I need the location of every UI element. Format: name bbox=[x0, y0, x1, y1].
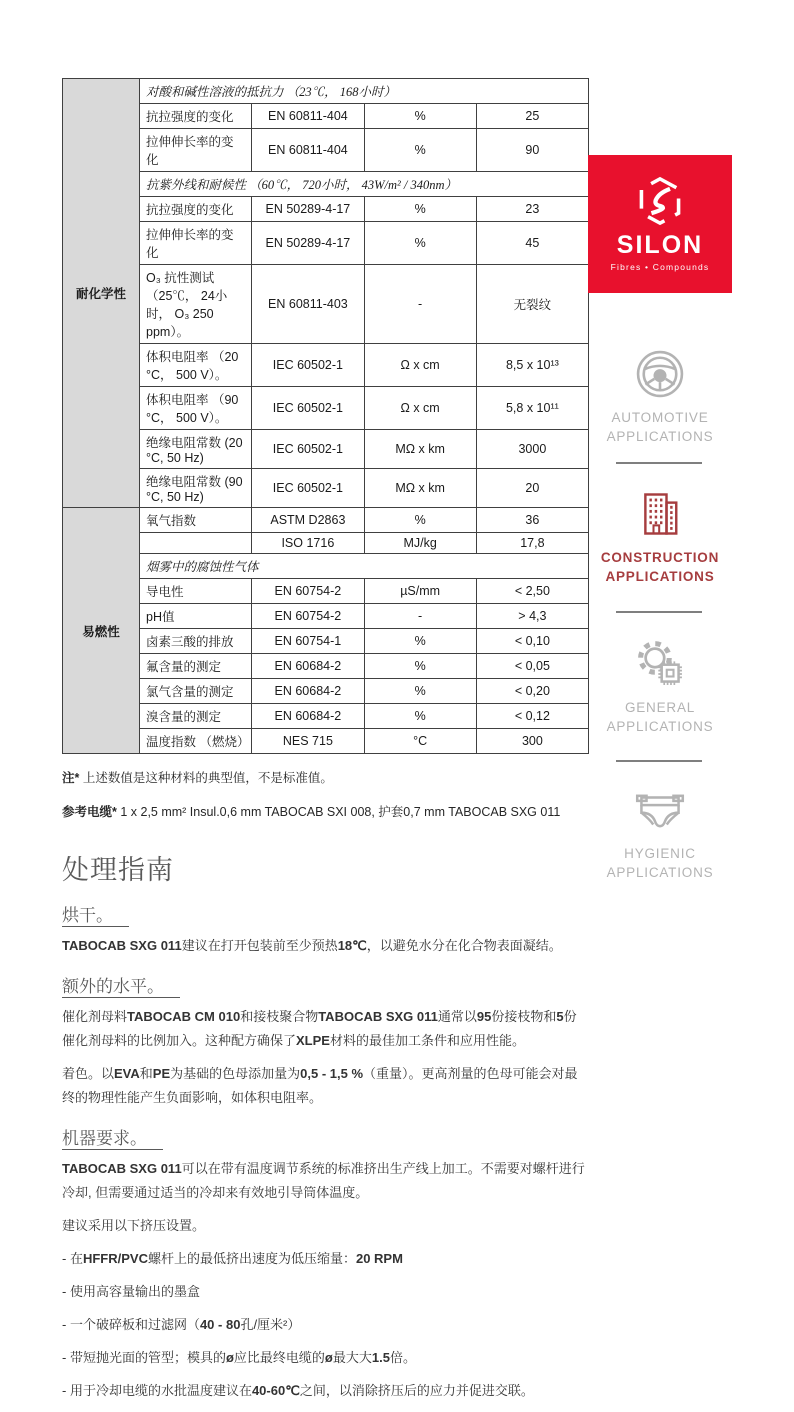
paragraph: - 带短抛光面的管型；模具的ø应比最终电缆的ø最大大1.5倍。 bbox=[62, 1350, 416, 1366]
value-cell: 300 bbox=[476, 729, 588, 754]
paragraph: - 在HFFR/PVC螺杆上的最低挤出速度为低压缩量：20 RPM bbox=[62, 1250, 403, 1266]
standard-cell: EN 60754-2 bbox=[252, 604, 364, 629]
table-row bbox=[63, 344, 589, 387]
property-name-cell: 体积电阻率 （90 °C， 500 V）。 bbox=[140, 387, 252, 430]
standard-cell: EN 60754-2 bbox=[252, 579, 364, 604]
section-heading: 机器要求。 bbox=[62, 1124, 163, 1150]
property-name-cell: 氧气指数 bbox=[140, 508, 252, 533]
condition-header-cell: 抗紫外线和耐候性 （60℃， 720小时， 43W/m² / 340nm） bbox=[140, 172, 589, 197]
rail-label-hygienic bbox=[588, 845, 732, 883]
paragraph: - 一个破碎板和过滤网（40 - 80孔/厘米²） bbox=[62, 1316, 301, 1332]
value-cell: 90 bbox=[476, 129, 588, 172]
rail-item-general bbox=[588, 636, 732, 737]
paragraph: - 使用高容量输出的墨盒 bbox=[62, 1283, 200, 1299]
table-row bbox=[63, 629, 589, 654]
standard-cell: EN 60754-1 bbox=[252, 629, 364, 654]
property-name-cell: 绝缘电阻常数 (20 °C, 50 Hz) bbox=[140, 430, 252, 469]
property-name-cell: 拉伸伸长率的变化 bbox=[140, 222, 252, 265]
table-row bbox=[63, 387, 589, 430]
standard-cell: IEC 60502-1 bbox=[252, 430, 364, 469]
unit-cell: MJ/kg bbox=[364, 533, 476, 554]
rail-label-line2: APPLICATIONS bbox=[606, 718, 714, 734]
unit-cell: - bbox=[364, 604, 476, 629]
unit-cell: % bbox=[364, 629, 476, 654]
unit-cell: % bbox=[364, 129, 476, 172]
table-row bbox=[63, 430, 589, 469]
unit-cell: % bbox=[364, 104, 476, 129]
value-cell: 8,5 x 10¹³ bbox=[476, 344, 588, 387]
table-row bbox=[63, 554, 589, 579]
value-cell: < 0,20 bbox=[476, 679, 588, 704]
value-cell: 5,8 x 10¹¹ bbox=[476, 387, 588, 430]
standard-cell: EN 60684-2 bbox=[252, 704, 364, 729]
property-name-cell: O₃ 抗性测试 （25℃， 24小时， O₃ 250 ppm）。 bbox=[140, 265, 252, 344]
property-name-cell: 卤素三酸的排放 bbox=[140, 629, 252, 654]
property-name-cell: 抗拉强度的变化 bbox=[140, 197, 252, 222]
properties-table bbox=[62, 78, 589, 754]
processing-guide-title: 处理指南 bbox=[62, 854, 174, 885]
unit-cell: % bbox=[364, 197, 476, 222]
gear-chip-icon bbox=[633, 636, 687, 690]
rail-divider bbox=[616, 611, 702, 613]
rail-label-line1: AUTOMOTIVE bbox=[611, 410, 709, 425]
section-heading: 额外的水平。 bbox=[62, 972, 180, 998]
value-cell: 23 bbox=[476, 197, 588, 222]
paragraph: 着色。以EVA和PE为基础的色母添加量为0,5 - 1,5 %（重量）。更高剂量的色母可能会对最终的物理性能产生负面影响，如体积电阻率。 bbox=[62, 1065, 578, 1105]
rail-item-automotive bbox=[588, 348, 732, 447]
rail-label-automotive bbox=[588, 409, 732, 447]
paragraph: 催化剂母料TABOCAB CM 010和接枝聚合物TABOCAB SXG 011通常以95份接枝物和5份催化剂母料的比例加入。这种配方确保了XLPE材料的最佳加工条件和应用性能。 bbox=[62, 1008, 577, 1048]
unit-cell: % bbox=[364, 508, 476, 533]
table-row bbox=[63, 508, 589, 533]
rail-label-line2: APPLICATIONS bbox=[606, 864, 714, 880]
standard-cell: ASTM D2863 bbox=[252, 508, 364, 533]
paragraph: TABOCAB SXG 011可以在带有温度调节系统的标准挤出生产线上加工。不需要对螺杆进行冷却, 但需要通过适当的冷却来有效地引导筒体温度。 bbox=[62, 1160, 585, 1200]
brand-name: SILON bbox=[616, 231, 704, 259]
standard-cell: IEC 60502-1 bbox=[252, 387, 364, 430]
table-row bbox=[63, 129, 589, 172]
rail-item-hygienic bbox=[588, 786, 732, 883]
rail-label-line1: HYGIENIC bbox=[624, 846, 696, 861]
value-cell: 3000 bbox=[476, 430, 588, 469]
unit-cell: MΩ x km bbox=[364, 430, 476, 469]
value-cell: 17,8 bbox=[476, 533, 588, 554]
rail-label-line2: APPLICATIONS bbox=[605, 568, 715, 584]
value-cell: 25 bbox=[476, 104, 588, 129]
unit-cell: % bbox=[364, 222, 476, 265]
building-icon bbox=[634, 488, 686, 540]
standard-cell: IEC 60502-1 bbox=[252, 469, 364, 508]
rail-label-line2: APPLICATIONS bbox=[606, 428, 714, 444]
section-heading: 烘干。 bbox=[62, 901, 129, 927]
property-name-cell: 溴含量的测定 bbox=[140, 704, 252, 729]
unit-cell: °C bbox=[364, 729, 476, 754]
standard-cell: EN 50289-4-17 bbox=[252, 197, 364, 222]
value-cell: > 4,3 bbox=[476, 604, 588, 629]
standard-cell: EN 50289-4-17 bbox=[252, 222, 364, 265]
reference-cable-line bbox=[62, 803, 589, 822]
note-label: 注* bbox=[62, 771, 80, 785]
unit-cell: Ω x cm bbox=[364, 387, 476, 430]
property-name-cell: pH值 bbox=[140, 604, 252, 629]
table-row bbox=[63, 729, 589, 754]
silon-logo bbox=[588, 155, 732, 293]
table-row bbox=[63, 604, 589, 629]
standard-cell: IEC 60502-1 bbox=[252, 344, 364, 387]
standard-cell: EN 60684-2 bbox=[252, 679, 364, 704]
property-name-cell: 温度指数 （燃烧） bbox=[140, 729, 252, 754]
table-row bbox=[63, 172, 589, 197]
table-row bbox=[63, 654, 589, 679]
rail-divider bbox=[616, 760, 702, 762]
table-row bbox=[63, 533, 589, 554]
property-name-cell: 导电性 bbox=[140, 579, 252, 604]
unit-cell: µS/mm bbox=[364, 579, 476, 604]
standard-cell: EN 60811-403 bbox=[252, 265, 364, 344]
value-cell: < 0,10 bbox=[476, 629, 588, 654]
brand-tagline: Fibres • Compounds bbox=[610, 262, 710, 272]
standard-cell: EN 60811-404 bbox=[252, 104, 364, 129]
property-name-cell: 氟含量的测定 bbox=[140, 654, 252, 679]
table-row bbox=[63, 222, 589, 265]
steering-wheel-icon bbox=[634, 348, 686, 400]
unit-cell: Ω x cm bbox=[364, 344, 476, 387]
unit-cell: % bbox=[364, 704, 476, 729]
standard-cell: ISO 1716 bbox=[252, 533, 364, 554]
rail-label-general bbox=[588, 699, 732, 737]
property-name-cell: 体积电阻率 （20 °C， 500 V）。 bbox=[140, 344, 252, 387]
table-row bbox=[63, 704, 589, 729]
unit-cell: MΩ x km bbox=[364, 469, 476, 508]
table-row bbox=[63, 265, 589, 344]
value-cell: 36 bbox=[476, 508, 588, 533]
standard-cell: NES 715 bbox=[252, 729, 364, 754]
properties-table-body bbox=[63, 79, 589, 754]
paragraph: 建议采用以下挤压设置。 bbox=[62, 1217, 206, 1233]
table-row bbox=[63, 197, 589, 222]
property-name-cell: 拉伸伸长率的变化 bbox=[140, 129, 252, 172]
unit-cell: % bbox=[364, 654, 476, 679]
value-cell: < 2,50 bbox=[476, 579, 588, 604]
table-row bbox=[63, 579, 589, 604]
value-cell: < 0,12 bbox=[476, 704, 588, 729]
main-content bbox=[62, 78, 589, 1412]
table-row bbox=[63, 79, 589, 104]
property-name-cell: 抗拉强度的变化 bbox=[140, 104, 252, 129]
silon-hexagon-icon bbox=[637, 176, 683, 226]
property-name-cell: 氯气含量的测定 bbox=[140, 679, 252, 704]
rail-item-construction bbox=[588, 488, 732, 587]
table-row bbox=[63, 104, 589, 129]
paragraph: - 用于冷却电缆的水批温度建议在40-60℃之间，以消除挤压后的应力并促进交联。 bbox=[62, 1383, 534, 1399]
reference-cable-text: 1 x 2,5 mm² Insul.0,6 mm TABOCAB SXI 008, 护套0,7 mm TABOCAB SXG 011 bbox=[116, 804, 561, 819]
unit-cell: % bbox=[364, 679, 476, 704]
value-cell: 无裂纹 bbox=[476, 265, 588, 344]
processing-sections bbox=[62, 901, 589, 1404]
value-cell: 45 bbox=[476, 222, 588, 265]
note-text: 上述数值是这种材料的典型值，不是标准值。 bbox=[79, 771, 333, 785]
property-name-cell bbox=[140, 533, 252, 554]
rail-label-line1: CONSTRUCTION bbox=[600, 550, 720, 565]
category-cell: 易燃性 bbox=[63, 508, 140, 754]
reference-cable-label: 参考电缆* bbox=[62, 804, 117, 819]
condition-header-cell: 烟雾中的腐蚀性气体 bbox=[140, 554, 589, 579]
unit-cell: - bbox=[364, 265, 476, 344]
standard-cell: EN 60811-404 bbox=[252, 129, 364, 172]
rail-label-construction bbox=[588, 549, 732, 587]
rail-divider bbox=[616, 462, 702, 464]
diaper-icon bbox=[633, 786, 687, 836]
condition-header-cell: 对酸和碱性溶液的抵抗力 （23℃， 168小时） bbox=[140, 79, 589, 104]
table-row bbox=[63, 469, 589, 508]
standard-cell: EN 60684-2 bbox=[252, 654, 364, 679]
value-cell: < 0,05 bbox=[476, 654, 588, 679]
table-row bbox=[63, 679, 589, 704]
value-cell: 20 bbox=[476, 469, 588, 508]
note-line bbox=[62, 769, 589, 788]
paragraph: TABOCAB SXG 011建议在打开包装前至少预热18℃，以避免水分在化合物表面凝结。 bbox=[62, 937, 562, 953]
category-cell: 耐化学性 bbox=[63, 79, 140, 508]
rail-label-line1: GENERAL bbox=[624, 700, 696, 715]
property-name-cell: 绝缘电阻常数 (90 °C, 50 Hz) bbox=[140, 469, 252, 508]
